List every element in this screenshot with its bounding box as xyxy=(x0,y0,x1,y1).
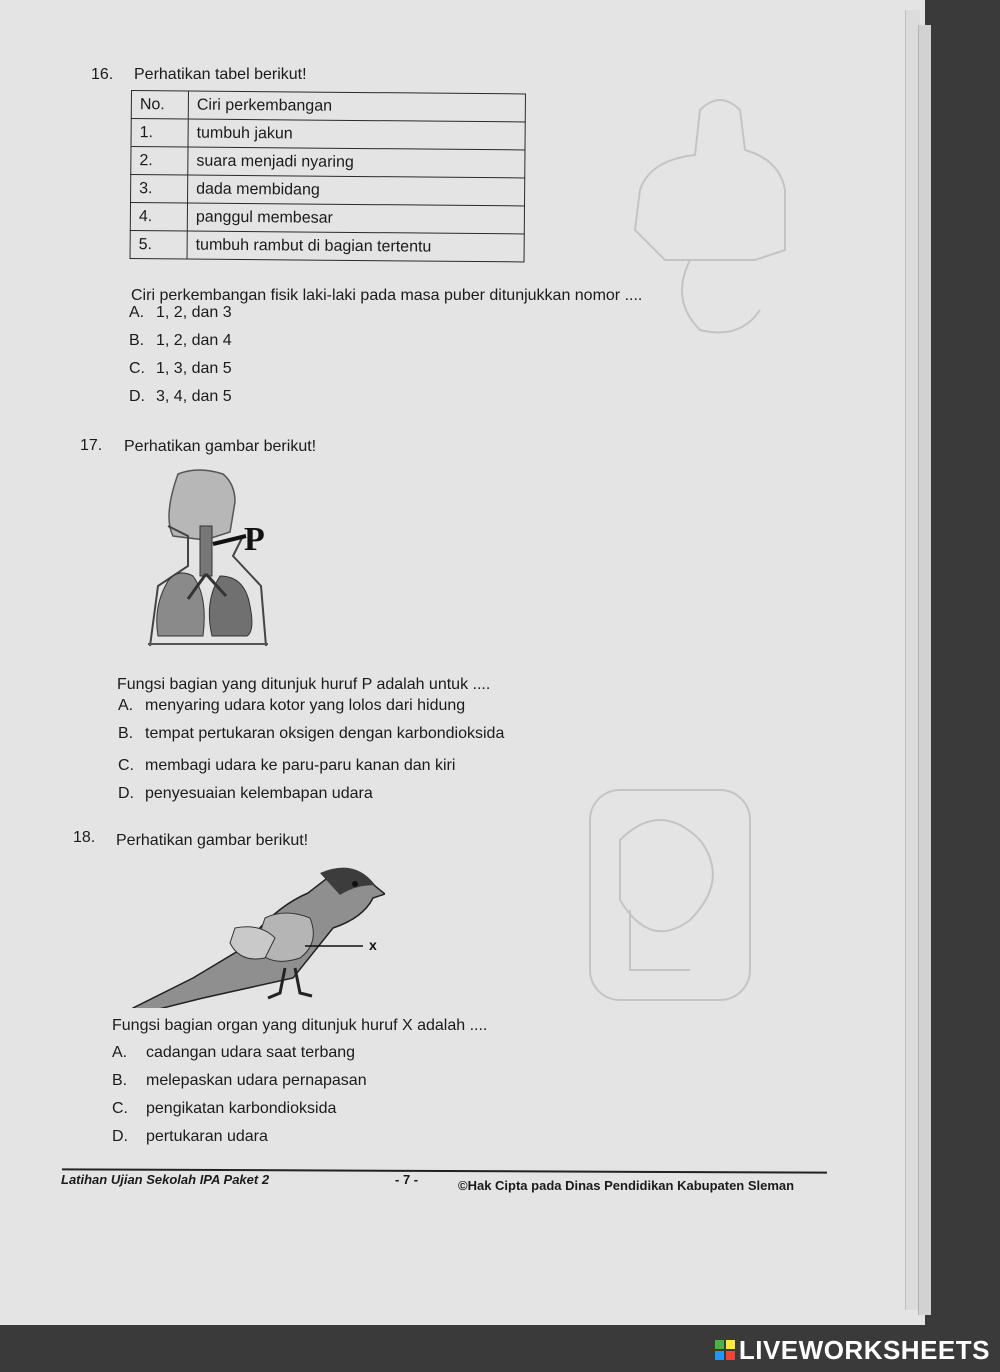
option-text: 3, 4, dan 5 xyxy=(156,388,232,405)
development-table xyxy=(130,90,526,262)
table-cell-trait: dada membidang xyxy=(188,175,525,206)
option-text: menyaring udara kotor yang lolos dari hidung xyxy=(145,697,466,714)
table-header-trait: Ciri perkembangan xyxy=(188,91,525,122)
table-row xyxy=(131,119,525,150)
table-row xyxy=(130,203,524,234)
question-text: Fungsi bagian yang ditunjuk huruf P adalah untuk .... xyxy=(117,676,491,693)
option-c[interactable] xyxy=(118,757,455,775)
option-a[interactable] xyxy=(118,697,465,715)
table-cell-no: 4. xyxy=(130,203,187,231)
option-text: melepaskan udara pernapasan xyxy=(146,1072,367,1089)
table-header-row xyxy=(131,91,525,122)
question-prompt: Perhatikan gambar berikut! xyxy=(124,438,317,455)
footer-page-number: - 7 - xyxy=(395,1172,419,1187)
option-d[interactable] xyxy=(129,388,232,406)
table-cell-no: 1. xyxy=(131,119,188,147)
table-cell-no: 3. xyxy=(131,175,188,203)
option-letter: C. xyxy=(129,360,145,377)
footer-title: Latihan Ujian Sekolah IPA Paket 2 xyxy=(61,1172,270,1187)
option-letter: C. xyxy=(118,757,134,774)
option-b[interactable] xyxy=(112,1072,367,1090)
option-letter: D. xyxy=(112,1128,128,1145)
option-c[interactable] xyxy=(112,1100,336,1118)
table-cell-no: 5. xyxy=(130,230,187,258)
table-cell-trait: suara menjadi nyaring xyxy=(188,147,525,178)
table-row xyxy=(130,230,524,261)
option-letter: B. xyxy=(112,1072,128,1089)
option-letter: B. xyxy=(118,725,134,742)
option-text: 1, 2, dan 4 xyxy=(156,332,232,349)
table-cell-trait: tumbuh rambut di bagian tertentu xyxy=(187,231,524,262)
option-letter: D. xyxy=(129,388,145,405)
option-b[interactable] xyxy=(129,332,232,350)
option-letter: A. xyxy=(112,1044,128,1061)
option-b[interactable] xyxy=(118,725,504,743)
liveworksheets-watermark xyxy=(715,1335,990,1366)
label-x: x xyxy=(369,937,377,953)
option-text: 1, 3, dan 5 xyxy=(156,360,232,377)
option-text: tempat pertukaran oksigen dengan karbondioksida xyxy=(145,725,505,742)
question-prompt: Perhatikan tabel berikut! xyxy=(134,66,307,83)
option-letter: A. xyxy=(129,304,145,321)
option-text: cadangan udara saat terbang xyxy=(146,1044,356,1061)
option-letter: D. xyxy=(118,785,134,802)
liveworksheets-logo-icon xyxy=(715,1340,735,1360)
option-text: pertukaran udara xyxy=(146,1128,268,1145)
option-text: penyesuaian kelembapan udara xyxy=(145,785,373,802)
question-text: Fungsi bagian organ yang ditunjuk huruf X adalah .... xyxy=(112,1017,488,1034)
question-number: 16. xyxy=(91,66,114,83)
liveworksheets-text: LIVEWORKSHEETS xyxy=(738,1335,990,1365)
footer-copyright: ©Hak Cipta pada Dinas Pendidikan Kabupaten Sleman xyxy=(458,1178,795,1193)
table-cell-trait: tumbuh jakun xyxy=(188,119,525,150)
option-c[interactable] xyxy=(129,360,232,378)
option-letter: B. xyxy=(129,332,145,349)
table-row xyxy=(131,175,525,206)
option-a[interactable] xyxy=(129,304,232,322)
question-prompt: Perhatikan gambar berikut! xyxy=(116,832,309,849)
label-p: P xyxy=(244,521,265,558)
option-text: pengikatan karbondioksida xyxy=(146,1100,337,1117)
table-row xyxy=(131,147,525,178)
option-letter: C. xyxy=(112,1100,128,1117)
table-header-no: No. xyxy=(131,91,188,119)
option-d[interactable] xyxy=(112,1128,268,1146)
bird-respiratory-figure xyxy=(115,858,385,1008)
option-text: membagi udara ke paru-paru kanan dan kiri xyxy=(145,757,456,774)
option-text: 1, 2, dan 3 xyxy=(156,304,232,321)
question-number: 18. xyxy=(73,829,96,846)
table-cell-trait: panggul membesar xyxy=(187,203,524,234)
question-text: Ciri perkembangan fisik laki-laki pada masa puber ditunjukkan nomor .... xyxy=(131,287,643,304)
respiratory-system-figure xyxy=(138,466,278,646)
question-number: 17. xyxy=(80,437,103,454)
option-a[interactable] xyxy=(112,1044,355,1062)
option-d[interactable] xyxy=(118,785,373,803)
table-cell-no: 2. xyxy=(131,147,188,175)
option-letter: A. xyxy=(118,697,134,714)
